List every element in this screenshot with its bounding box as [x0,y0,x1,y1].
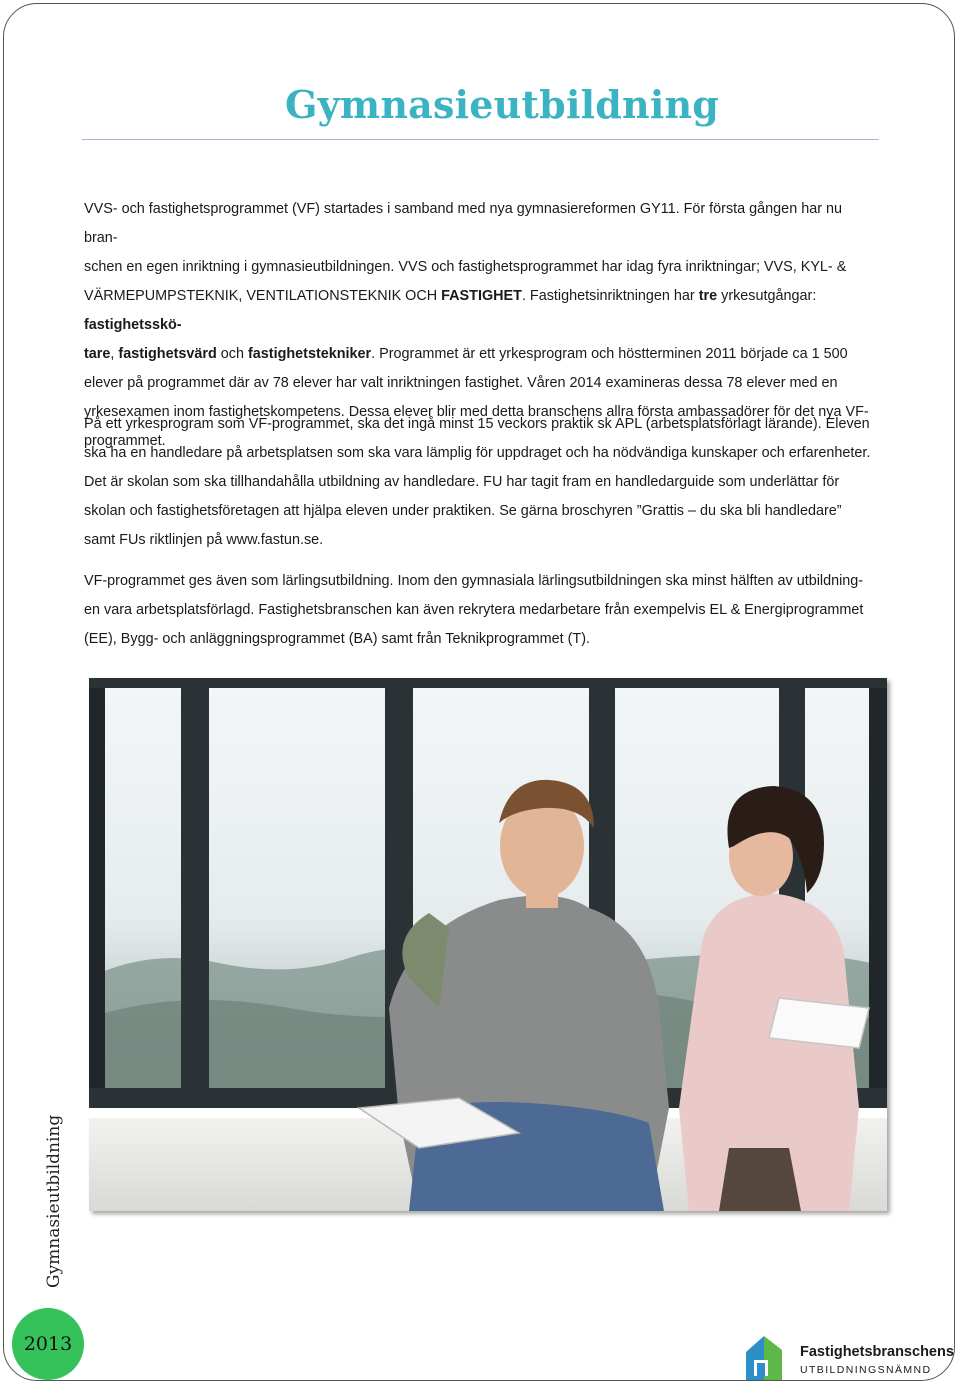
p1-text: , [110,346,119,362]
year-badge: 2013 [12,1308,84,1380]
p1-bold-fastighetsskotare: fastighetsskö- [84,317,182,333]
p1-line-6: yrkesexamen inom fastighetskompetens. Dessa elever blir med detta branschens allra första ambassadörer för det nya VF- [84,404,869,420]
p1-line-3 [84,282,874,340]
page-title: Gymnasieutbildning [285,82,720,127]
fastighetsbranschens-logo [742,1330,957,1384]
p1-line-4 [84,340,874,369]
p2-line-1: På ett yrkesprogram som VF-programmet, ska det ingå minst 15 veckors praktik sk APL (arbetsplatsförlagt lärande). Eleven [84,416,870,432]
p1-text: . Fastighetsinriktningen har [521,288,699,304]
p1-bold-fastighetsvard: fastighetsvärd [118,346,217,362]
p1-bold-tare: tare [84,346,111,362]
title-divider [82,139,879,140]
students-photo [89,678,887,1211]
p1-line-2: schen en egen inriktning i gymnasieutbildningen. VVS och fastighetsprogrammet har idag fyra inriktningar; VVS, KYL- & [84,259,847,275]
p1-bold-fastighetstekniker: fastighetstekniker [247,346,372,362]
p1-line-5: elever på programmet där av 78 elever har valt inriktningen fastighet. Våren 2014 examineras dessa 78 elever med en [84,375,838,391]
p1-line-7: programmet. [84,433,166,449]
logo-name: Fastighetsbranschens [800,1344,954,1360]
p1-text: VÄRMEPUMPSTEKNIK, VENTILATIONSTEKNIK OCH [84,288,442,304]
p3-line-1: VF-programmet ges även som lärlingsutbildning. Inom den gymnasiala lärlingsutbildningen ska minst hälften av utbildning- [84,573,864,589]
p1-bold-fastighet: FASTIGHET [441,288,522,304]
logo-subtitle: UTBILDNINGSNÄMND [800,1364,932,1376]
fastun-link[interactable]: www.fastun.se [226,532,320,548]
p2-line-2: ska ha en handledare på arbetsplatsen som ska vara lämplig för uppdraget och ha nödvändiga kunskaper och erfarenheter. [84,445,871,461]
p1-line-1: VVS- och fastighetsprogrammet (VF) startades i samband med nya gymnasiereformen GY11. För första gången har nu bran- [84,201,842,246]
side-section-label: Gymnasieutbildning [44,1114,64,1288]
p3-line-2: en vara arbetsplatsförlagd. Fastighetsbranschen kan även rekrytera medarbetare från exempelvis EL & Energiprogrammet [84,602,864,618]
p2-text: . [319,532,324,548]
p2-line-3: Det är skolan som ska tillhandahålla utbildning av handledare. FU har tagit fram en handledarguide som underlättar för [84,474,840,490]
paragraph-2 [84,410,874,555]
paragraph-3 [84,567,874,654]
p1-text: och [216,346,248,362]
p2-line-5 [84,526,874,555]
house-logo-icon [742,1332,792,1382]
p2-line-4: skolan och fastighetsföretagen att hjälpa eleven under praktiken. Se gärna broschyren ”Grattis – du ska bli handledare” [84,503,842,519]
p1-bold-tre: tre [698,288,718,304]
p3-line-3: (EE), Bygg- och anläggningsprogrammet (BA) samt från Teknikprogrammet (T). [84,631,590,647]
p1-text: yrkesutgångar: [717,288,817,304]
p1-text: . Programmet är ett yrkesprogram och höstterminen 2011 började ca 1 500 [371,346,848,362]
p2-text: samt FUs riktlinjen på [84,532,227,548]
